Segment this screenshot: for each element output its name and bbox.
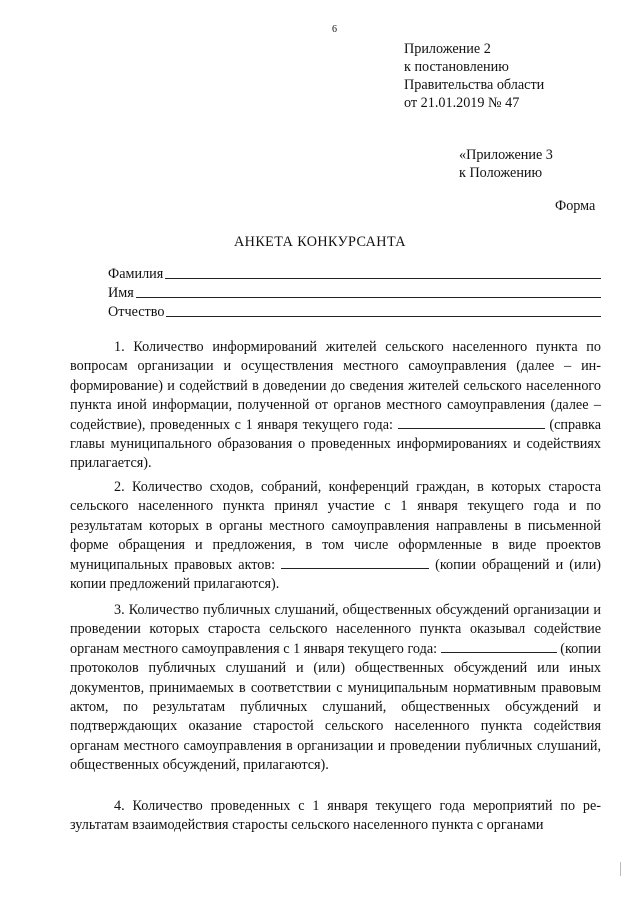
- name-field: [108, 284, 601, 302]
- paragraph-1-text: 1. Количество информирований жителей сельского населенного пункта по вопросам организации и осуществления местного самоуправления (далее – информирование) и содействий в доведении до сведения жителей сельского населенного пункта иной информации, полученной от органов местного самоуправления (далее – содействие), проведенных с 1 января текущего года:: [70, 339, 601, 433]
- appendix-line-4: от 21.01.2019 № 47: [404, 95, 520, 111]
- patronymic-line: [166, 316, 601, 317]
- paragraph-3-text: 3. Количество публичных слушаний, общественных обсуждений организации и проведении которых староста сельского населенного пункта оказывал содействие органам местного самоуправления с 1 января текущего года:: [70, 602, 601, 657]
- paragraph-4: [70, 797, 601, 836]
- name-line: [136, 297, 601, 298]
- paragraph-1-blank: [398, 416, 545, 429]
- appendix-line-3: Правительства области: [404, 77, 545, 93]
- appendix-header: [404, 40, 544, 112]
- paragraph-1: [70, 338, 601, 474]
- patronymic-label: Отчество: [108, 304, 165, 320]
- name-label: Имя: [108, 285, 134, 301]
- appendix-line-2: к постановлению: [404, 59, 509, 75]
- paragraph-2-blank: [281, 556, 429, 569]
- patronymic-field: [108, 303, 601, 321]
- paragraph-3-tail: (копии протоколов публичных слушаний и (или) общественных обсуждений или иных документов, принимаемых в соответствии с муниципальным нормативным правовым актом, по результатам публичных слушаний, общественных обсуждений и подтверждающих оказание старостой сельского населенного пункта содействия органам местного самоуправления в организации и проведении публичных слушаний, общественных обсуждений, прилагаются).: [70, 640, 602, 774]
- paragraph-2-text: 2. Количество сходов, собраний, конференций граждан, в которых староста сельского населенного пункта принял участие с 1 января текущего года и по результатам которых в органы местного самоуправления направлены в письменной форме обращения и предложения, в том числе оформленные в виде проектов муниципальных правовых актов:: [70, 479, 601, 573]
- paragraph-2-tail: (копии обращений и (или) копии предложений прилагаются).: [70, 556, 602, 593]
- inner-appendix-line-1: «Приложение 3: [459, 147, 553, 163]
- surname-field: [108, 265, 601, 283]
- paragraph-2: [70, 478, 601, 594]
- surname-label: Фамилия: [108, 266, 164, 282]
- page-number: 6: [332, 24, 337, 35]
- paragraph-1-tail: (справка главы муниципального образования о проведенных информированиях и содействиях прилагается).: [70, 416, 602, 472]
- document-title: АНКЕТА КОНКУРСАНТА: [234, 234, 406, 250]
- appendix-line-1: Приложение 2: [404, 41, 491, 57]
- form-label: Форма: [555, 198, 596, 214]
- paragraph-3-blank: [441, 640, 557, 653]
- surname-line: [165, 278, 601, 279]
- inner-appendix-line-2: к Положению: [459, 165, 543, 181]
- scan-artifact: [620, 862, 621, 876]
- paragraph-4-text: 4. Количество проведенных с 1 января текущего года мероприятий по результатам взаимодействия старосты сельского населенного пункта с органами: [70, 798, 601, 834]
- inner-appendix-header: [459, 146, 553, 182]
- paragraph-3: [70, 601, 601, 776]
